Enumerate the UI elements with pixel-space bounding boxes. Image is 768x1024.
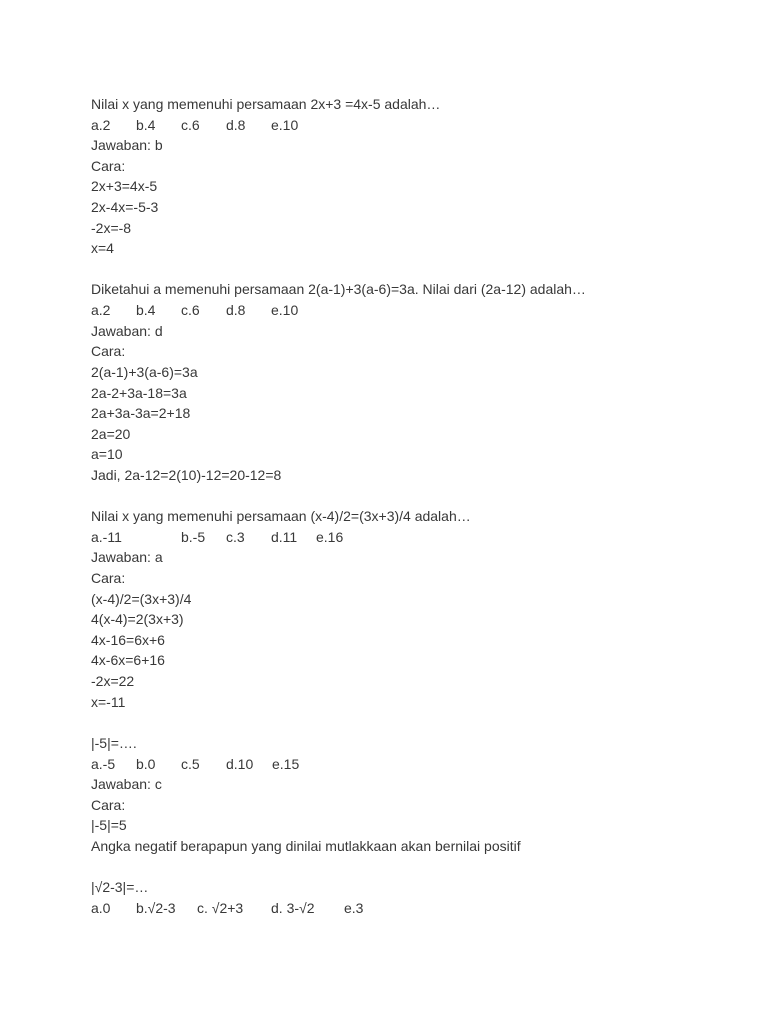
option-e: e.16 <box>316 528 344 545</box>
option-d: d.11 <box>271 528 298 545</box>
step: 2x-4x=-5-3 <box>91 199 159 216</box>
option-e: e.15 <box>272 755 300 772</box>
option-d: d. 3-√2 <box>271 899 315 916</box>
step: |-5|=5 <box>91 817 127 834</box>
step: x=4 <box>91 240 114 257</box>
option-e: e.3 <box>344 899 364 916</box>
options-row-1 <box>91 115 731 136</box>
question-2: Diketahui a memenuhi persamaan 2(a-1)+3(a-6)=3a. Nilai dari (2a-12) adalah… <box>91 281 586 298</box>
option-c: c.6 <box>181 116 200 133</box>
question-1: Nilai x yang memenuhi persamaan 2x+3 =4x-5 adalah… <box>91 96 441 112</box>
step: 2(a-1)+3(a-6)=3a <box>91 363 198 380</box>
cara-label: Cara: <box>91 796 126 813</box>
option-e: e.10 <box>271 116 299 133</box>
option-c: c.6 <box>181 302 200 319</box>
blank-line <box>91 486 731 507</box>
option-a: a.2 <box>91 116 111 133</box>
cara-label: Cara: <box>91 157 126 174</box>
answer-4: Jawaban: c <box>91 776 162 793</box>
step: 2a-2+3a-18=3a <box>91 384 187 401</box>
option-a: a.2 <box>91 302 111 319</box>
step: 2a=20 <box>91 425 131 442</box>
blank-line <box>91 712 731 733</box>
option-d: d.8 <box>226 116 246 133</box>
options-row-2 <box>91 300 731 321</box>
step: a=10 <box>91 446 123 463</box>
option-d: d.10 <box>226 755 254 772</box>
answer-3: Jawaban: a <box>91 549 163 566</box>
cara-label: Cara: <box>91 570 126 587</box>
options-row-4 <box>91 754 731 775</box>
option-b: b.0 <box>136 755 156 772</box>
step: 4(x-4)=2(3x+3) <box>91 611 184 628</box>
step: 2x+3=4x-5 <box>91 178 158 195</box>
document-body <box>91 94 731 918</box>
question-5: |√2-3|=… <box>91 879 149 896</box>
option-a: a.-5 <box>91 755 116 772</box>
explanation: Angka negatif berapapun yang dinilai mutlakkaan akan bernilai positif <box>91 837 521 854</box>
options-row-3 <box>91 527 731 548</box>
option-b: b.4 <box>136 302 156 319</box>
option-e: e.10 <box>271 302 299 319</box>
question-3: Nilai x yang memenuhi persamaan (x-4)/2=(3x+3)/4 adalah… <box>91 508 471 525</box>
question-4: |-5|=…. <box>91 734 137 751</box>
option-c: c.5 <box>181 755 200 772</box>
step: 4x-16=6x+6 <box>91 631 165 648</box>
option-b: b.-5 <box>181 528 206 545</box>
answer-2: Jawaban: d <box>91 322 163 339</box>
option-c: c.3 <box>226 528 245 545</box>
step: Jadi, 2a-12=2(10)-12=20-12=8 <box>91 466 282 483</box>
option-a: a.-11 <box>91 528 122 545</box>
option-d: d.8 <box>226 302 246 319</box>
step: -2x=22 <box>91 673 135 690</box>
step: 2a+3a-3a=2+18 <box>91 405 191 422</box>
blank-line <box>91 857 731 878</box>
options-row-5 <box>91 898 731 919</box>
step: (x-4)/2=(3x+3)/4 <box>91 590 192 607</box>
option-b: b.4 <box>136 116 156 133</box>
step: x=-11 <box>91 693 126 710</box>
option-c: c. √2+3 <box>197 899 244 916</box>
option-a: a.0 <box>91 899 111 916</box>
cara-label: Cara: <box>91 343 126 360</box>
answer-1: Jawaban: b <box>91 137 163 154</box>
blank-line <box>91 259 731 280</box>
option-b: b.√2-3 <box>136 899 176 916</box>
step: -2x=-8 <box>91 219 132 236</box>
step: 4x-6x=6+16 <box>91 652 165 669</box>
